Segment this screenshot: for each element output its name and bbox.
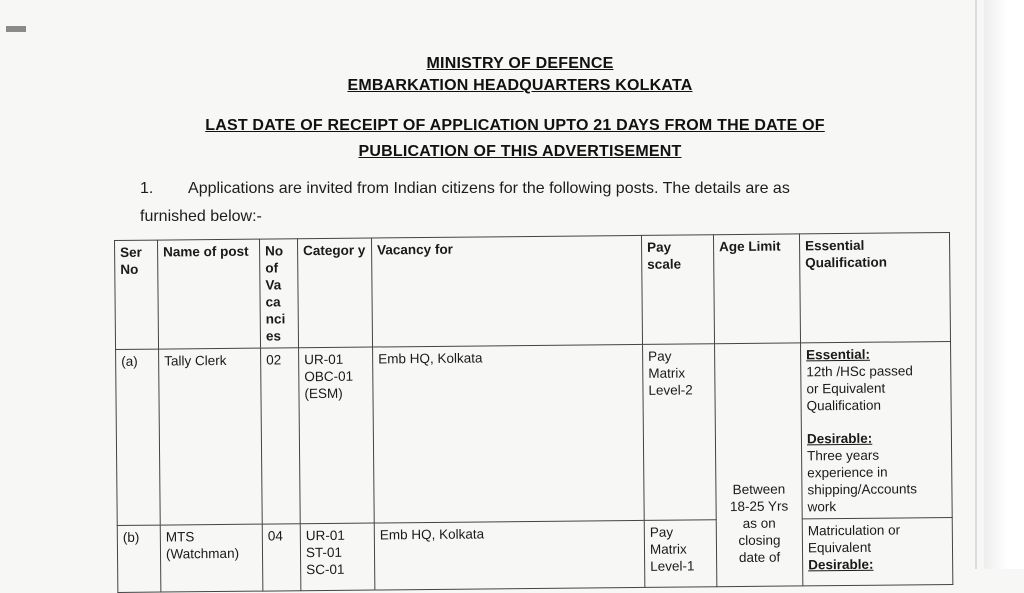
cell-vacancies: 02 (261, 348, 301, 524)
header-category: Categor y (297, 238, 372, 348)
intro-line-2: furnished below:- (140, 208, 262, 225)
cell-post-name (160, 524, 263, 592)
pay-line: Pay (648, 348, 672, 364)
category-line: OBC-01 (304, 368, 354, 385)
category-line: UR-01 (305, 527, 345, 544)
post-name-line: MTS (165, 529, 195, 545)
header-vacancy-for: Vacancy for (371, 235, 642, 347)
qualification-line: shipping/Accounts (807, 481, 918, 498)
category-line: UR-01 (304, 351, 344, 368)
category-line: SC-01 (306, 561, 345, 578)
pay-line: Matrix (648, 365, 686, 381)
cell-qualification (802, 517, 953, 585)
cell-ser: (b) (117, 525, 161, 592)
header-qualification: Essential Qualification (799, 232, 950, 342)
page-edge (975, 0, 977, 569)
header-ser-no: Ser No (115, 240, 159, 349)
cell-category (300, 523, 375, 591)
header-no-of-vacancies: No of Va ca nci es (259, 239, 298, 348)
cell-ser: (a) (116, 349, 161, 525)
table-row (117, 517, 953, 592)
pay-line: Level-1 (650, 558, 695, 574)
cell-age-limit (715, 343, 803, 587)
scan-margin (984, 0, 1024, 569)
essential-label: Essential: (806, 346, 870, 363)
header-pay-scale: Pay scale (641, 235, 714, 345)
pay-line: Pay (649, 524, 674, 540)
category-line: (ESM) (304, 385, 343, 402)
table-row (116, 341, 953, 525)
cell-pay-scale (643, 344, 717, 521)
intro-line-1: 1. Applications are invited from Indian citizens for the following posts. The details are as (140, 180, 790, 197)
qualification-line: experience in (807, 464, 888, 481)
pay-line: Level-2 (648, 382, 693, 398)
qualification-line: Qualification (806, 397, 881, 414)
age-line: date of (738, 549, 781, 566)
age-line: 18-25 Yrs (729, 498, 789, 515)
cell-qualification (801, 341, 953, 518)
table-header-row (115, 232, 951, 349)
qualification-line: Three years (807, 447, 880, 464)
age-line: as on (742, 515, 776, 531)
cell-post-name: Tally Clerk (159, 348, 263, 525)
qualification-line: Matriculation or (807, 522, 901, 539)
cell-vacancies: 04 (262, 524, 301, 591)
age-line: closing (738, 532, 781, 549)
header-last-date: LAST DATE OF RECEIPT OF APPLICATION UPTO 21 DAYS FROM THE DATE OF (205, 117, 825, 134)
age-line: Between (732, 481, 786, 498)
qualification-line: Equivalent (807, 539, 872, 556)
desirable-label: Desirable: (808, 556, 874, 573)
cell-vacancy-for: Emb HQ, Kolkata (373, 344, 645, 523)
scan-mark (6, 26, 26, 32)
header-ministry: MINISTRY OF DEFENCE (426, 55, 614, 72)
qualification-line: work (807, 499, 837, 515)
cell-pay-scale (644, 520, 717, 588)
header-publication: PUBLICATION OF THIS ADVERTISEMENT (358, 143, 682, 160)
qualification-line: or Equivalent (806, 380, 886, 397)
post-name-line: (Watchman) (165, 545, 240, 562)
category-line: ST-01 (305, 544, 343, 561)
header-name-of-post: Name of post (158, 239, 261, 349)
header-age-limit: Age Limit (713, 234, 800, 344)
desirable-label: Desirable: (806, 430, 873, 447)
posts-table (114, 232, 953, 593)
cell-category (299, 347, 375, 524)
qualification-line: 12th /HSc passed (806, 363, 913, 380)
pay-line: Matrix (649, 541, 687, 557)
cell-vacancy-for: Emb HQ, Kolkata (374, 520, 645, 590)
header-organisation: EMBARKATION HEADQUARTERS KOLKATA (347, 77, 693, 94)
